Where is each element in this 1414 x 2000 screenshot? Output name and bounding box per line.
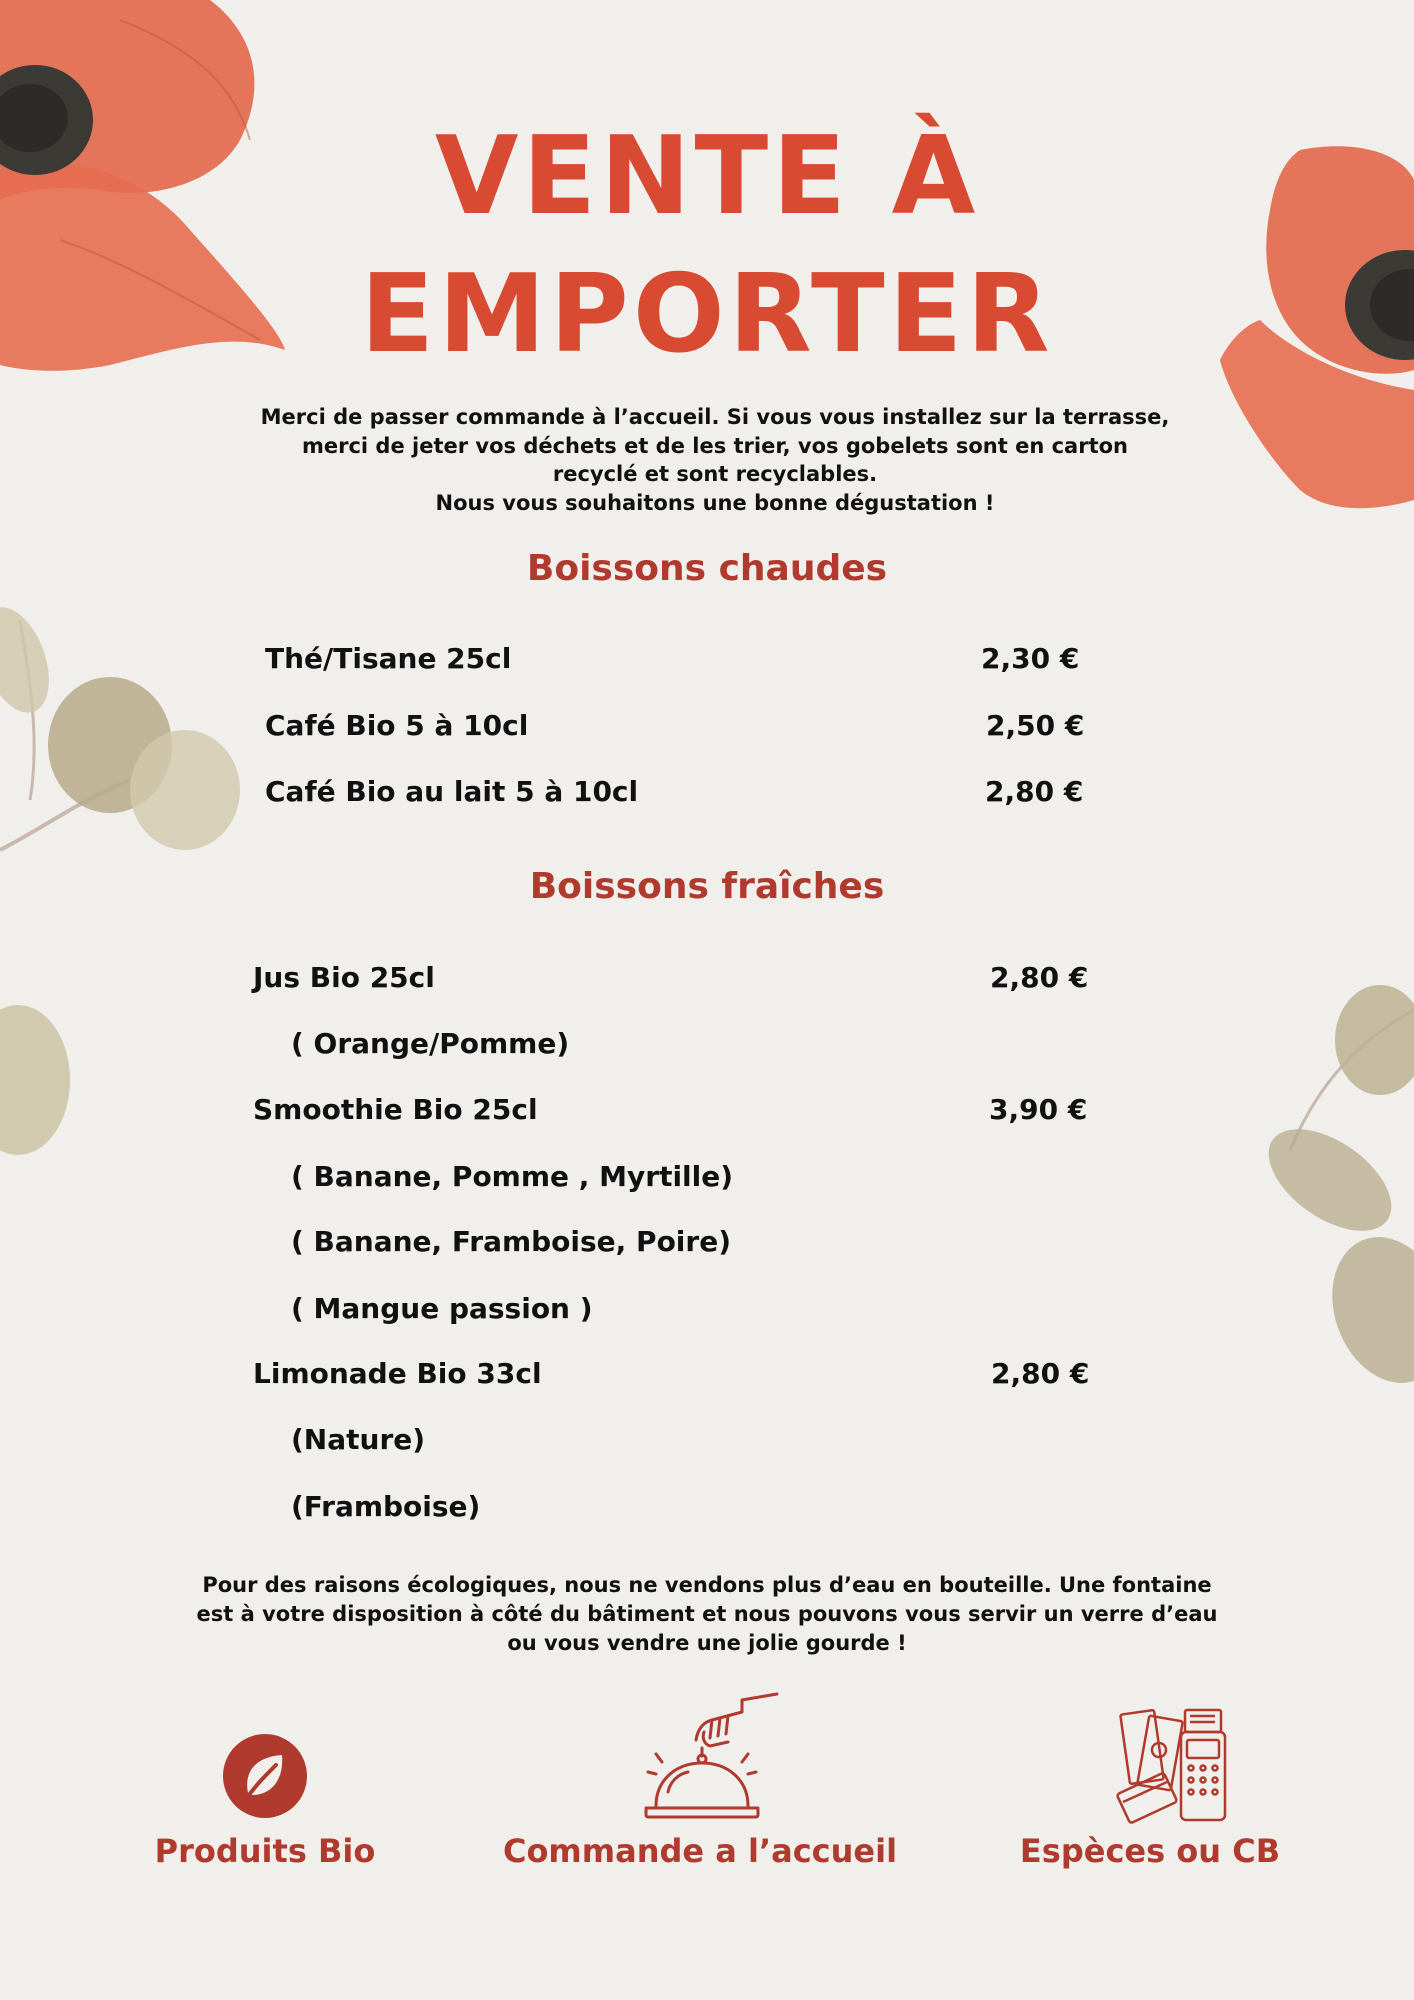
- water-note: [130, 1571, 1284, 1658]
- menu-item-price: 2,50 €: [986, 709, 1085, 742]
- menu-item-name: Thé/Tisane 25cl: [265, 642, 512, 675]
- eucalyptus-branch-right: [1250, 970, 1414, 1430]
- menu-item-name: Limonade Bio 33cl: [253, 1357, 542, 1390]
- eucalyptus-leaf-left-lower: [0, 1000, 80, 1160]
- note-line-3: ou vous vendre une jolie gourde !: [507, 1631, 907, 1655]
- menu-item-variant: ( Orange/Pomme): [291, 1027, 570, 1060]
- menu-item-name: Café Bio au lait 5 à 10cl: [265, 775, 639, 808]
- menu-item-variant: (Nature): [291, 1423, 426, 1456]
- payment-icon: [1115, 1706, 1235, 1831]
- menu-item-price: 2,80 €: [990, 961, 1089, 994]
- menu-item-name: Smoothie Bio 25cl: [253, 1093, 538, 1126]
- page-title: [0, 108, 1414, 384]
- note-line-1: Pour des raisons écologiques, nous ne vendons plus d’eau en bouteille. Une fontaine: [202, 1573, 1212, 1597]
- service-bell-icon: [642, 1688, 782, 1823]
- leaf-icon: [222, 1733, 308, 1819]
- menu-item-variant: ( Banane, Pomme , Myrtille): [291, 1160, 734, 1193]
- menu-item-variant: ( Banane, Framboise, Poire): [291, 1225, 732, 1258]
- intro-line-4: Nous vous souhaitons une bonne dégustation !: [435, 490, 995, 515]
- menu-item-variant: (Framboise): [291, 1490, 481, 1523]
- intro-line-2: merci de jeter vos déchets et de les trier, vos gobelets sont en carton: [301, 433, 1128, 458]
- section-title-cold-drinks: Boissons fraîches: [529, 866, 885, 907]
- intro-line-1: Merci de passer commande à l’accueil. Si vous vous installez sur la terrasse,: [260, 405, 1170, 429]
- intro-line-3: recyclé et sont recyclables.: [552, 462, 878, 486]
- section-title-hot-drinks: Boissons chaudes: [526, 548, 888, 589]
- menu-item-name: Jus Bio 25cl: [253, 961, 435, 994]
- eucalyptus-branch-left: [0, 600, 240, 860]
- title-line-1: VENTE À: [434, 114, 980, 239]
- note-line-2: est à votre disposition à côté du bâtiment et nous pouvons vous servir un verre d’eau: [196, 1602, 1218, 1626]
- menu-item-variant: ( Mangue passion ): [291, 1292, 593, 1325]
- menu-item-price: 2,80 €: [991, 1357, 1090, 1390]
- feature-label-order-at-reception: Commande a l’accueil: [502, 1832, 898, 1870]
- menu-item-price: 2,80 €: [985, 775, 1084, 808]
- menu-item-price: 2,30 €: [981, 642, 1080, 675]
- feature-label-organic: Produits Bio: [154, 1832, 376, 1870]
- menu-item-name: Café Bio 5 à 10cl: [265, 709, 529, 742]
- menu-item-price: 3,90 €: [989, 1093, 1088, 1126]
- feature-label-payment: Espèces ou CB: [1019, 1832, 1281, 1870]
- intro-text: [200, 403, 1230, 517]
- title-line-2: EMPORTER: [360, 252, 1054, 377]
